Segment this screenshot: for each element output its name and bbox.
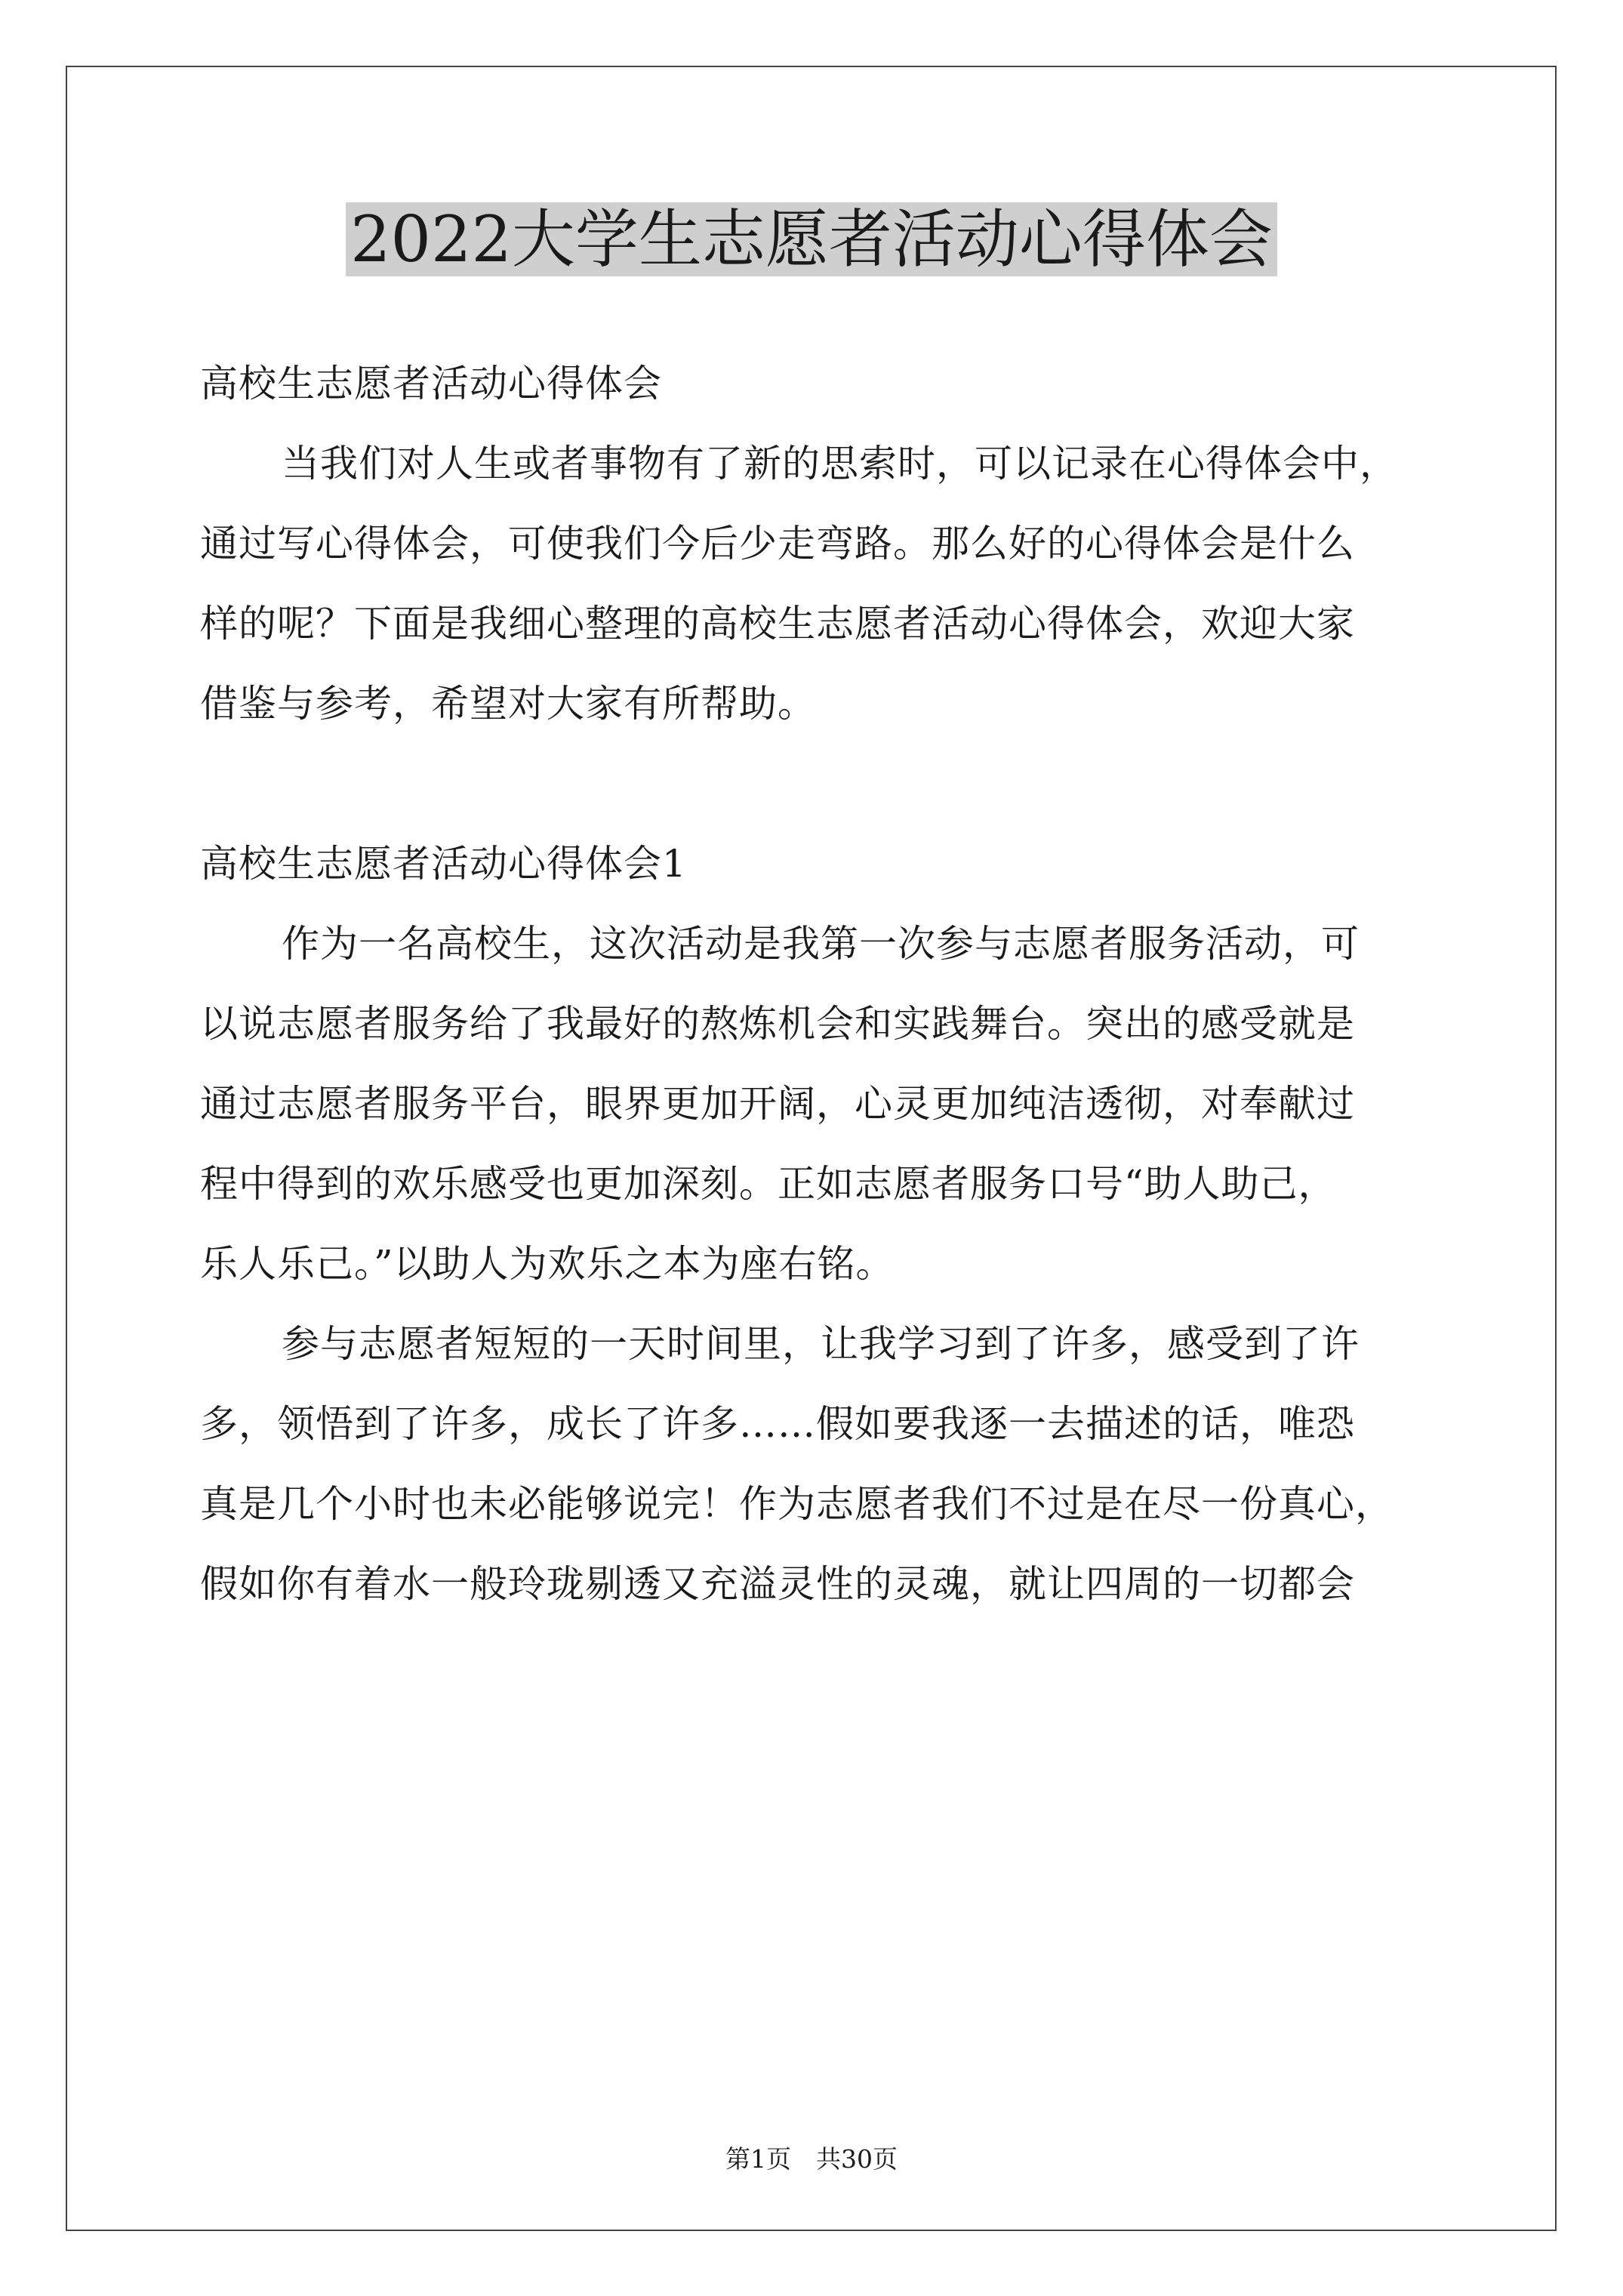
document-body bbox=[200, 344, 1438, 1624]
page-number: 第1页 共30页 bbox=[725, 2144, 898, 2174]
paragraph-line: 真是几个小时也未必能够说完！作为志愿者我们不过是在尽一份真心， bbox=[200, 1482, 1394, 1526]
paragraph-line: 假如你有着水一般玲珑剔透又充溢灵性的灵魂，就让四周的一切都会 bbox=[200, 1562, 1355, 1606]
section-heading: 高校生志愿者活动心得体会1 bbox=[200, 842, 687, 886]
blank-line bbox=[200, 744, 1438, 824]
document-title: 2022大学生志愿者活动心得体会 bbox=[0, 198, 1623, 281]
paragraph-line: 借鉴与参考，希望对大家有所帮助。 bbox=[200, 682, 816, 726]
paragraph-line: 样的呢？下面是我细心整理的高校生志愿者活动心得体会，欢迎大家 bbox=[200, 602, 1355, 646]
paragraph-line: 通过写心得体会，可使我们今后少走弯路。那么好的心得体会是什么 bbox=[200, 522, 1355, 566]
paragraph-line: 当我们对人生或者事物有了新的思索时，可以记录在心得体会中， bbox=[282, 442, 1398, 485]
paragraph-line: 乐人乐己。”以助人为欢乐之本为座右铭。 bbox=[200, 1242, 895, 1286]
paragraph-line: 作为一名高校生，这次活动是我第一次参与志愿者服务活动，可 bbox=[282, 922, 1360, 966]
paragraph-line: 多，领悟到了许多，成长了许多……假如要我逐一去描述的话，唯恐 bbox=[200, 1402, 1355, 1446]
paragraph-line: 参与志愿者短短的一天时间里，让我学习到了许多，感受到了许 bbox=[282, 1322, 1360, 1366]
paragraph-line: 以说志愿者服务给了我最好的熬炼机会和实践舞台。突出的感受就是 bbox=[200, 1002, 1355, 1046]
section-heading: 高校生志愿者活动心得体会 bbox=[200, 362, 662, 405]
paragraph-line: 通过志愿者服务平台，眼界更加开阔，心灵更加纯洁透彻，对奉献过 bbox=[200, 1082, 1355, 1126]
paragraph-line: 程中得到的欢乐感受也更加深刻。正如志愿者服务口号“助人助己， bbox=[200, 1162, 1337, 1206]
